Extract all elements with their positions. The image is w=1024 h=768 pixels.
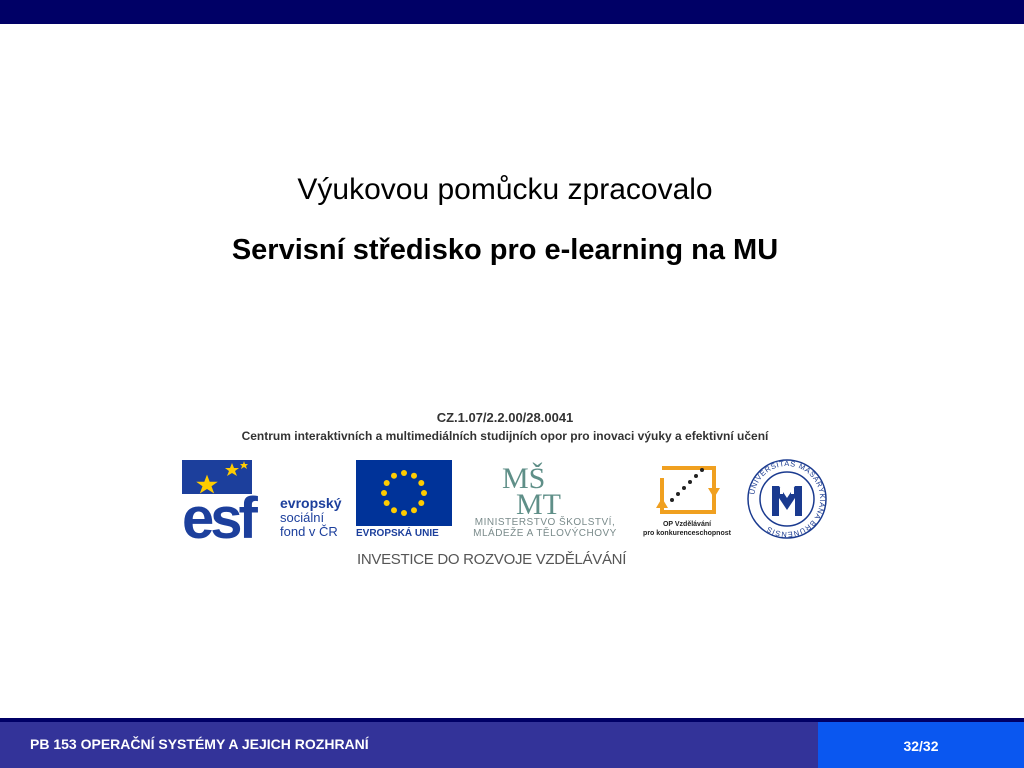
eu-logo: [356, 460, 452, 542]
mu-ring-text: UNIVERSITAS MASARYKIANA BRUNENSIS: [747, 458, 828, 540]
esf-line1: evropský: [280, 495, 342, 511]
esf-line3: fond v ČR: [280, 524, 338, 539]
esf-letters: esf: [182, 486, 254, 542]
esf-line2: sociální: [280, 510, 325, 525]
mu-seal-icon: [746, 458, 828, 540]
msmt-emblem-icon: [458, 458, 628, 516]
op-emblem-icon: [632, 460, 742, 518]
op-line1: OP Vzdělávání: [662, 521, 712, 528]
investment-tagline: INVESTICE DO ROZVOJE VZDĚLÁVÁNÍ: [357, 551, 627, 568]
top-bar: [0, 0, 1024, 24]
esf-logo: [182, 460, 352, 542]
msmt-line2: MLÁDEŽE A TĚLOVÝCHOVY: [473, 528, 617, 539]
project-name: Centrum interaktivních a multimediálních studijních opor pro inovaci výuky a efektivní učení: [241, 429, 769, 443]
course-title: PB 153 OPERAČNÍ SYSTÉMY A JEJICH ROZHRANÍ: [30, 736, 369, 752]
mu-seal-logo: [746, 458, 828, 540]
project-code: CZ.1.07/2.2.00/28.0041: [436, 410, 574, 425]
page-number: 32/32: [903, 738, 939, 754]
credit-intro: Výukovou pomůcku zpracovalo: [297, 173, 713, 206]
op-line2: pro konkurenceschopnost: [643, 530, 731, 537]
eu-flag-icon: [356, 460, 452, 526]
msmt-letters-top: MŠ: [502, 462, 546, 495]
eu-caption: EVROPSKÁ UNIE: [356, 528, 439, 539]
esf-emblem-icon: [182, 460, 280, 542]
msmt-logo: [458, 458, 628, 542]
credit-organization: Servisní středisko pro e-learning na MU: [231, 234, 779, 266]
msmt-line1: MINISTERSTVO ŠKOLSTVÍ,: [474, 517, 616, 528]
op-logo: [632, 460, 742, 542]
msmt-letters-bottom: MT: [516, 488, 561, 516]
